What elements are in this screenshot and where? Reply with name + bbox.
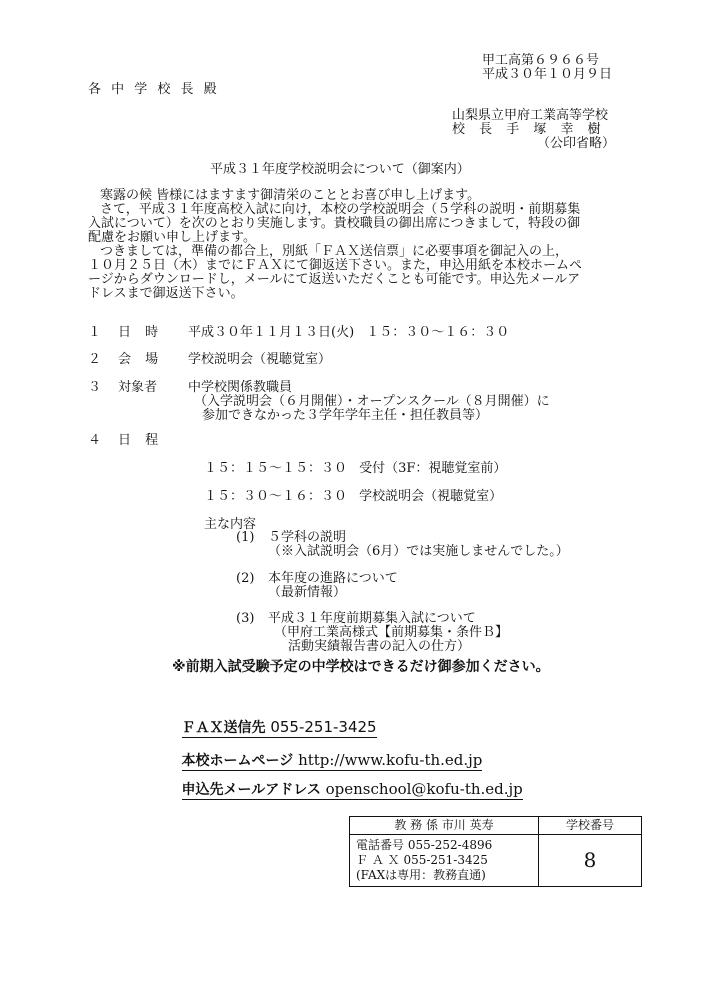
item-number: ２ bbox=[88, 352, 102, 367]
content-number: (3) bbox=[236, 611, 255, 626]
content-title: ５学科の説明 bbox=[268, 530, 347, 545]
mail-address[interactable]: openschool@kofu-th.ed.jp bbox=[325, 780, 523, 798]
content-number: (2) bbox=[236, 571, 255, 586]
item-number: ４ bbox=[88, 433, 102, 448]
fax-note: (FAXは専用：教務直通) bbox=[356, 868, 486, 882]
content-heading: 主な内容 bbox=[204, 517, 257, 532]
phone-cell bbox=[350, 835, 539, 887]
item-label-date: 日 時 bbox=[118, 325, 159, 340]
content-note: （※入試説明会（6月）では実施しませんでした。） bbox=[268, 544, 569, 559]
fax-label: ＦＡＸ送信先 bbox=[181, 720, 266, 736]
body-line: 寒露の候 皆様にはますます御清栄のこととお喜び申し上げます。 bbox=[100, 188, 481, 203]
school-code-header: 学校番号 bbox=[565, 818, 614, 832]
mail-label: 申込先メールアドレス bbox=[181, 782, 321, 798]
document-number: 甲工高第６９６６号 bbox=[482, 53, 600, 68]
body-line: ージからダウンロードし，メールにて返送いただくことも可能です。申込先メールア bbox=[88, 272, 581, 287]
schedule-row: １５：１５～１５：３０ 受付（3F：視聴覚室前） bbox=[204, 461, 507, 476]
target-line: 参加できなかった３学年学年主任・担任教員等） bbox=[202, 408, 489, 423]
issue-date: 平成３０年１０月９日 bbox=[482, 67, 613, 82]
mail-spacer bbox=[321, 780, 326, 800]
school-code-cell bbox=[539, 835, 642, 887]
homepage-url[interactable]: http://www.kofu-th.ed.jp bbox=[298, 751, 483, 769]
homepage-line bbox=[172, 738, 482, 769]
target-line: （入学説明会（６月開催）・オープンスクール（８月開催）に bbox=[194, 394, 550, 409]
body-line: つきましては，準備の都合上，別紙「ＦＡＸ送信票」に必要事項を御記入の上， bbox=[100, 244, 569, 259]
code-header-cell bbox=[539, 817, 642, 835]
body-line: 入試について）を次のとおり実施します。貴校職員の御出席につきまして，特段の御 bbox=[88, 216, 581, 231]
content-note: （甲府工業高様式【前期募集・条件Ｂ】 bbox=[274, 625, 509, 640]
content-title: 平成３１年度前期募集入試について bbox=[268, 611, 476, 626]
schedule-row: １５：３０～１６：３０ 学校説明会（視聴覚室） bbox=[204, 489, 503, 504]
content-note: （最新情報） bbox=[268, 585, 347, 600]
body-line: さて，平成３１年度高校入試に向け，本校の学校説明会（５学科の説明・前期募集 bbox=[100, 202, 581, 217]
staff-cell bbox=[350, 817, 539, 835]
sender-principal: 校 長 手 塚 幸 樹 bbox=[452, 122, 601, 137]
seal-note: （公印省略） bbox=[537, 136, 616, 151]
fax-line bbox=[172, 705, 377, 736]
body-line: １０月２５日（木）までにＦＡＸにて御返送下さい。また，申込用紙を本校ホームペ bbox=[88, 258, 583, 273]
contact-box bbox=[349, 816, 642, 887]
target-line: 中学校関係教職員 bbox=[188, 380, 293, 395]
sender-school: 山梨県立甲府工業高等学校 bbox=[452, 108, 609, 123]
addressee: 各 中 学 校 長 殿 bbox=[88, 82, 217, 97]
fax-number-box: Ｆ Ａ Ｘ 055-251-3425 bbox=[356, 853, 488, 867]
tel-number: 電話番号 055-252-4896 bbox=[356, 838, 493, 852]
item-label-venue: 会 場 bbox=[118, 352, 159, 367]
participation-notice: ※前期入試受験予定の中学校はできるだけ御参加ください。 bbox=[172, 659, 550, 675]
mail-line bbox=[172, 767, 523, 798]
item-number: ３ bbox=[88, 380, 102, 395]
homepage-label: 本校ホームページ bbox=[181, 753, 294, 769]
body-line: 配慮をお願い申し上げます。 bbox=[88, 230, 256, 245]
item-value-venue: 学校説明会（視聴覚室） bbox=[188, 352, 332, 367]
item-label-target: 対象者 bbox=[118, 380, 158, 395]
item-value-date: 平成３０年１１月１３日(火) １５：３０～１６：３０ bbox=[188, 325, 510, 340]
content-title: 本年度の進路について bbox=[268, 571, 398, 586]
item-label-schedule: 日 程 bbox=[118, 433, 159, 448]
document-title: 平成３１年度学校説明会について（御案内） bbox=[210, 162, 470, 177]
school-code: 8 bbox=[583, 848, 597, 872]
staff-name: 教 務 係 市川 英寿 bbox=[394, 818, 494, 832]
body-line: ドレスまで御返送下さい。 bbox=[88, 286, 244, 301]
item-number: １ bbox=[88, 325, 102, 340]
content-number: (1) bbox=[236, 530, 255, 545]
content-note: 活動実績報告書の記入の仕方） bbox=[288, 639, 471, 654]
fax-number: 055-251-3425 bbox=[270, 718, 377, 736]
